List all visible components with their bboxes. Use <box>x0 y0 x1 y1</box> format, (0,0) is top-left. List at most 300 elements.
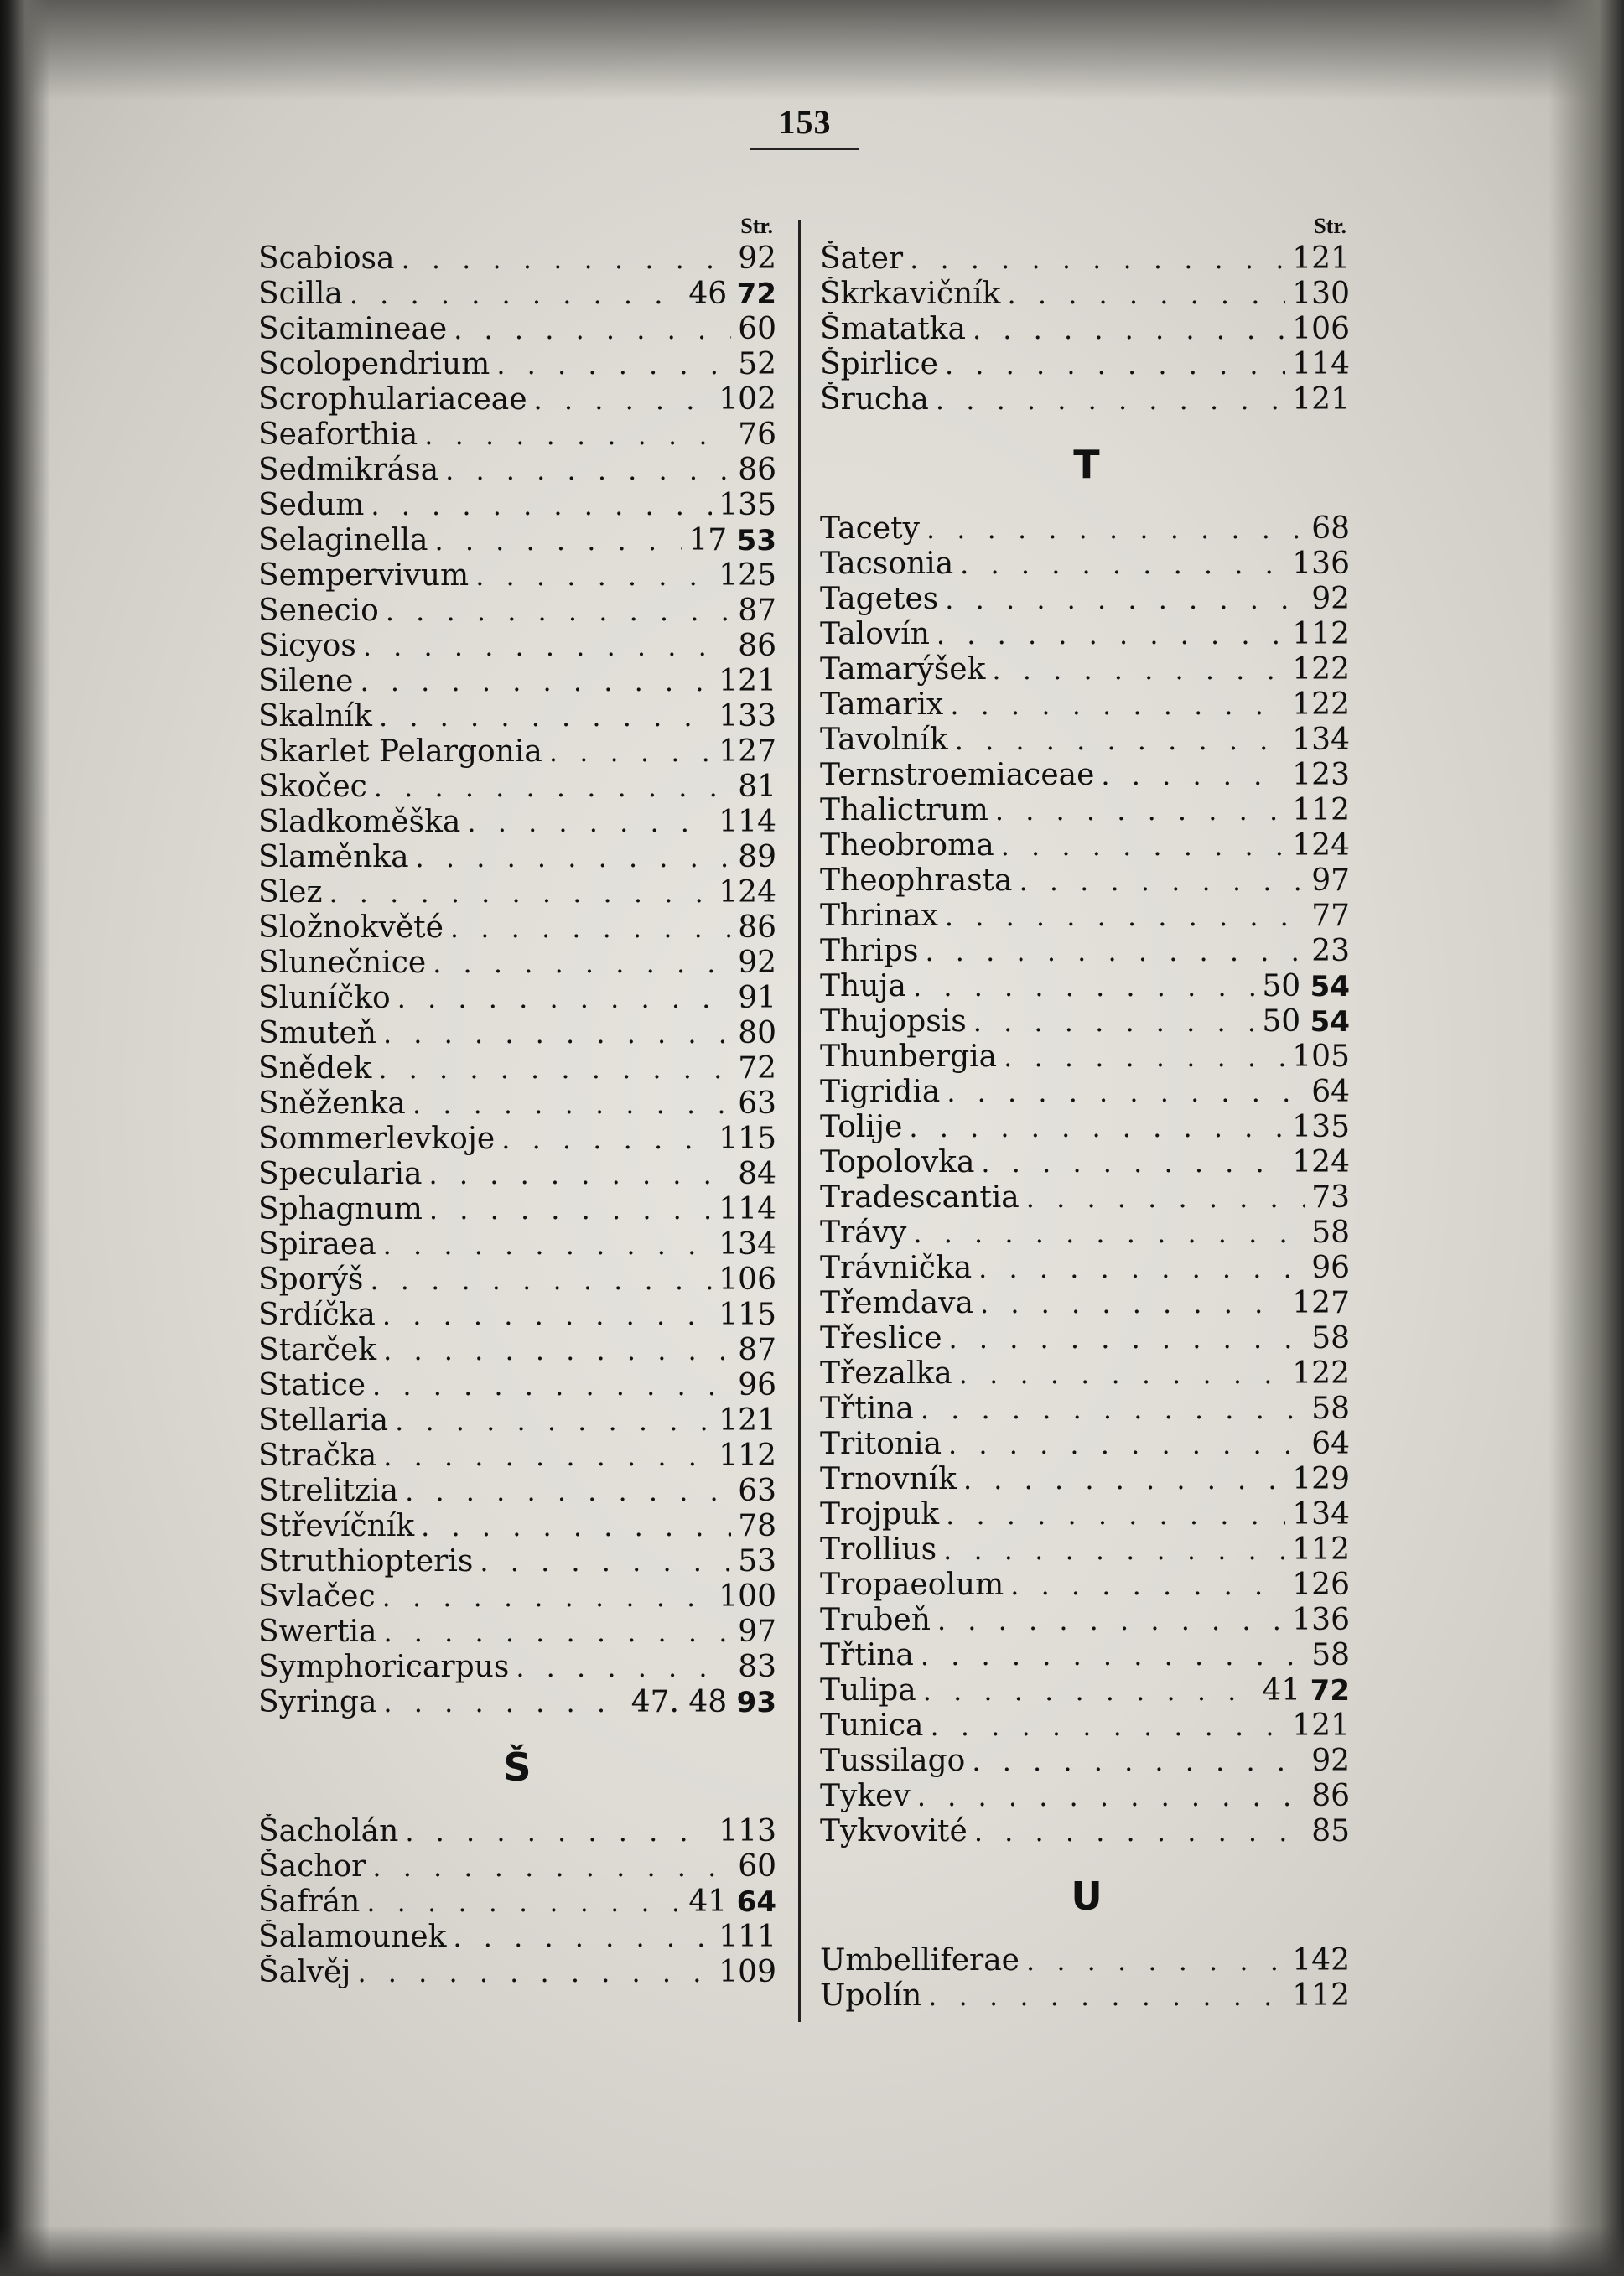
leader-dots <box>421 1509 731 1544</box>
leader-dots <box>395 1403 712 1439</box>
leader-dots <box>378 1051 731 1086</box>
page-reference <box>1292 652 1350 687</box>
page-number-ref: 73 <box>1311 1180 1350 1215</box>
page-reference <box>719 382 776 417</box>
index-entry <box>820 1497 1350 1532</box>
index-entry <box>820 934 1350 969</box>
page-reference <box>1311 1427 1350 1462</box>
left-column <box>258 211 776 1990</box>
leader-dots <box>416 840 732 875</box>
index-entry <box>258 1262 776 1298</box>
page-reference <box>719 1579 776 1615</box>
leader-dots <box>1019 863 1305 899</box>
right-u-index-list <box>820 1943 1350 2014</box>
index-entry <box>258 558 776 594</box>
index-entry <box>820 1039 1350 1075</box>
leader-dots <box>937 1603 1285 1638</box>
index-entry <box>258 1885 776 1920</box>
index-term: Sladkoměška <box>258 805 461 839</box>
page-number-ref: 105 <box>1292 1039 1350 1074</box>
page-number-ref: 124 <box>1292 1145 1350 1179</box>
index-entry <box>820 617 1350 652</box>
index-entry <box>258 1403 776 1439</box>
index-entry <box>258 1122 776 1157</box>
page-reference <box>738 312 776 347</box>
page-reference <box>738 417 776 453</box>
page-number-ref: 92 <box>738 946 776 980</box>
page-reference <box>1292 312 1350 347</box>
page-number-ref: 102 <box>719 382 776 417</box>
page-reference <box>1311 1814 1350 1849</box>
index-term: Šafrán <box>258 1885 361 1919</box>
page-number-ref: 64 <box>1311 1075 1350 1109</box>
page-reference <box>1311 582 1350 617</box>
index-term: Thunbergia <box>820 1039 998 1074</box>
leader-dots <box>913 1216 1305 1251</box>
index-term: Thrinax <box>820 899 938 933</box>
page-reference <box>719 664 776 699</box>
page-reference <box>738 1333 776 1368</box>
page-reference <box>1292 1145 1350 1180</box>
index-term: Upolín <box>820 1978 922 2013</box>
leader-dots <box>383 1615 731 1650</box>
index-term: Škrkavičník <box>820 277 1001 311</box>
page-reference <box>719 699 776 734</box>
index-term: Trávnička <box>820 1251 973 1285</box>
page-number-ref: 129 <box>1292 1462 1350 1496</box>
page-reference <box>631 1685 776 1720</box>
scan-shadow-left <box>0 0 50 2276</box>
index-entry <box>258 981 776 1016</box>
page-reference <box>1292 241 1350 277</box>
leader-dots <box>549 734 712 770</box>
page-number-ref: 134 <box>1292 1497 1350 1532</box>
page-number-ref: 121 <box>1292 1708 1350 1743</box>
index-term: Topolovka <box>820 1145 975 1179</box>
index-term: Skalník <box>258 699 372 734</box>
page-number-ref: 60 <box>738 312 776 346</box>
page-number-ref: 58 <box>1311 1216 1350 1250</box>
section-letter-sh: Š <box>503 1745 532 1790</box>
page-reference <box>738 1086 776 1122</box>
index-entry <box>258 1474 776 1509</box>
index-term: Šachor <box>258 1849 366 1884</box>
leader-dots <box>372 1368 731 1403</box>
page-number-ref: 52 <box>738 347 776 381</box>
leader-dots <box>1001 828 1286 863</box>
leader-dots <box>496 347 731 382</box>
leader-dots <box>921 1392 1305 1427</box>
index-term: Strelitzia <box>258 1474 399 1508</box>
page-reference <box>719 805 776 840</box>
page-reference <box>719 1192 776 1227</box>
index-entry <box>258 241 776 277</box>
page-reference <box>738 946 776 981</box>
leader-dots <box>383 1439 712 1474</box>
page-reference <box>738 1157 776 1192</box>
index-entry <box>820 1943 1350 1978</box>
page-number-ref: 84 <box>738 1157 776 1191</box>
index-entry <box>258 805 776 840</box>
index-term: Trollius <box>820 1532 937 1567</box>
leader-dots <box>973 312 1285 347</box>
page-reference <box>719 1814 776 1849</box>
index-term: Tykev <box>820 1779 911 1813</box>
page-reference <box>738 1368 776 1403</box>
index-entry <box>820 1708 1350 1744</box>
index-entry <box>820 241 1350 277</box>
page-number-ref: 126 <box>1292 1568 1350 1602</box>
leader-dots <box>972 1744 1305 1779</box>
leader-dots <box>1010 1568 1285 1603</box>
page-number-ref: 127 <box>719 734 776 769</box>
index-term: Statice <box>258 1368 366 1402</box>
index-entry <box>258 910 776 946</box>
page-number-ref: 135 <box>1292 1110 1350 1144</box>
left-index-list <box>258 241 776 1720</box>
index-entry <box>820 1180 1350 1216</box>
index-term: Scolopendrium <box>258 347 490 381</box>
index-entry <box>820 1110 1350 1145</box>
index-entry <box>258 312 776 347</box>
leader-dots <box>480 1544 731 1579</box>
page-reference <box>738 1615 776 1650</box>
index-entry <box>820 1779 1350 1814</box>
leader-dots <box>910 241 1285 277</box>
section-letter-u: U <box>1071 1874 1103 1919</box>
leader-dots <box>467 805 712 840</box>
index-entry <box>258 1544 776 1579</box>
page-number-ref: 23 <box>1311 934 1350 968</box>
index-term: Thrips <box>820 934 919 968</box>
leader-dots <box>1101 758 1285 793</box>
index-entry <box>258 840 776 875</box>
index-term: Scrophulariaceae <box>258 382 527 417</box>
page-number-ref: 106 <box>1292 312 1350 346</box>
page-reference <box>719 875 776 910</box>
index-entry <box>820 1603 1350 1638</box>
index-term: Slunečnice <box>258 946 427 980</box>
page-number-ref: 109 <box>719 1955 776 1989</box>
leader-dots <box>383 1227 713 1262</box>
page-number-ref: 114 <box>1292 347 1350 381</box>
index-term: Šacholán <box>258 1814 399 1848</box>
index-term: Tagetes <box>820 582 939 616</box>
leader-dots <box>980 1286 1285 1321</box>
index-entry <box>258 1509 776 1544</box>
index-entry <box>258 1579 776 1615</box>
index-term: Svlačec <box>258 1579 376 1614</box>
index-term: Špirlice <box>820 347 938 381</box>
leader-dots <box>401 241 731 277</box>
page-number-ref: 127 <box>1292 1286 1350 1320</box>
leader-dots <box>1004 1039 1285 1075</box>
index-term: Sporýš <box>258 1262 364 1297</box>
index-entry <box>258 382 776 417</box>
page-number-ref: 130 <box>1292 277 1350 311</box>
leader-dots <box>501 1122 712 1157</box>
page-reference <box>1292 828 1350 863</box>
index-term: Šalamounek <box>258 1920 447 1954</box>
illustration-page-ref: 64 <box>736 1885 776 1919</box>
page-reference <box>738 770 776 805</box>
leader-dots <box>374 770 731 805</box>
illustration-page-ref: 93 <box>736 1686 776 1719</box>
page-number-ref: 136 <box>1292 547 1350 581</box>
page-reference <box>1311 1779 1350 1814</box>
index-entry <box>258 1849 776 1885</box>
index-term: Tacety <box>820 511 920 546</box>
page-reference <box>1262 969 1350 1004</box>
index-term: Slez <box>258 875 323 910</box>
page-reference <box>1311 511 1350 547</box>
leader-dots <box>453 1920 712 1955</box>
page-number-ref: 81 <box>738 770 776 804</box>
page-reference <box>719 558 776 594</box>
page-number-ref: 121 <box>1292 382 1350 417</box>
index-entry <box>820 347 1350 382</box>
page-reference <box>1311 1392 1350 1427</box>
leader-dots <box>959 1356 1286 1392</box>
page-reference <box>1311 1744 1350 1779</box>
leader-dots <box>923 1673 1256 1708</box>
index-term: Scilla <box>258 277 343 311</box>
index-entry <box>258 417 776 453</box>
page-reference <box>719 1403 776 1439</box>
leader-dots <box>516 1650 731 1685</box>
index-entry <box>258 664 776 699</box>
page-number-ref: 96 <box>1311 1251 1350 1285</box>
page-number-ref: 86 <box>1311 1779 1350 1813</box>
index-entry <box>258 1439 776 1474</box>
leader-dots <box>931 1708 1286 1744</box>
leader-dots <box>454 312 731 347</box>
leader-dots <box>949 1321 1305 1356</box>
leader-dots <box>450 910 731 946</box>
leader-dots <box>350 277 682 312</box>
page-number-ref: 92 <box>1311 582 1350 616</box>
index-entry <box>820 1427 1350 1462</box>
page-number-ref: 87 <box>738 1333 776 1367</box>
index-entry <box>258 770 776 805</box>
leader-dots <box>382 1298 712 1333</box>
leader-dots <box>386 594 731 629</box>
leader-dots <box>363 629 731 664</box>
index-term: Senecio <box>258 594 379 628</box>
page-reference <box>738 1544 776 1579</box>
page-reference <box>1292 547 1350 582</box>
index-term: Spiraea <box>258 1227 376 1262</box>
index-entry <box>820 863 1350 899</box>
illustration-page-ref: 54 <box>1310 970 1350 1003</box>
page-reference <box>688 277 776 312</box>
index-entry <box>820 793 1350 828</box>
index-entry <box>820 1356 1350 1392</box>
leader-dots <box>917 1779 1305 1814</box>
index-entry <box>258 1192 776 1227</box>
page-number-ref: 60 <box>738 1849 776 1884</box>
page-reference <box>738 1509 776 1544</box>
index-term: Talovín <box>820 617 930 651</box>
page-number-ref: 89 <box>738 840 776 874</box>
leader-dots <box>945 582 1305 617</box>
page-number-ref: 121 <box>719 664 776 698</box>
page-reference <box>1262 1004 1350 1039</box>
illustration-page-ref: 72 <box>736 277 776 311</box>
page-reference <box>719 1298 776 1333</box>
index-entry <box>258 1814 776 1849</box>
index-entry <box>258 1227 776 1262</box>
index-entry <box>820 899 1350 934</box>
index-entry <box>820 652 1350 687</box>
page-number-ref: 113 <box>719 1814 776 1848</box>
index-term: Složnokvěté <box>258 910 444 945</box>
page-number-ref: 53 <box>738 1544 776 1579</box>
index-term: Skočec <box>258 770 367 804</box>
leader-dots <box>429 1192 712 1227</box>
page-number-ref: 64 <box>1311 1427 1350 1461</box>
leader-dots <box>925 934 1305 969</box>
page-number-ref: 134 <box>719 1227 776 1262</box>
right-column-page-header: Str. <box>1314 214 1346 238</box>
leader-dots <box>1026 1943 1285 1978</box>
index-entry <box>820 828 1350 863</box>
page-number-ref: 41 <box>1262 1673 1301 1708</box>
page-reference <box>738 840 776 875</box>
leader-dots <box>955 723 1286 758</box>
column-divider <box>798 220 801 2022</box>
page-reference <box>719 1122 776 1157</box>
page-reference <box>1292 1462 1350 1497</box>
page-number-ref: 112 <box>1292 1532 1350 1567</box>
leader-dots <box>948 1427 1305 1462</box>
index-entry <box>820 511 1350 547</box>
index-term: Scabiosa <box>258 241 395 276</box>
index-entry <box>820 1392 1350 1427</box>
page-reference <box>738 1650 776 1685</box>
index-term: Struthiopteris <box>258 1544 474 1579</box>
page-reference <box>1292 1978 1350 2014</box>
index-entry <box>820 723 1350 758</box>
page-reference <box>1311 1216 1350 1251</box>
index-entry <box>258 1051 776 1086</box>
index-entry <box>258 277 776 312</box>
index-term: Ternstroemiaceae <box>820 758 1095 792</box>
index-term: Trávy <box>820 1216 907 1250</box>
page-reference <box>1311 899 1350 934</box>
index-entry <box>820 758 1350 793</box>
page-reference <box>1292 1497 1350 1532</box>
index-term: Tykvovité <box>820 1814 968 1848</box>
leader-dots <box>434 523 682 558</box>
index-entry <box>258 523 776 558</box>
page-reference <box>1292 1110 1350 1145</box>
left-sh-index-list <box>258 1814 776 1990</box>
index-entry <box>820 1532 1350 1568</box>
leader-dots <box>534 382 713 417</box>
index-term: Selaginella <box>258 523 428 557</box>
page-number-ref: 58 <box>1311 1321 1350 1356</box>
index-entry <box>820 1568 1350 1603</box>
page-number-ref: 134 <box>1292 723 1350 757</box>
leader-dots <box>943 1532 1285 1568</box>
index-entry <box>820 1638 1350 1673</box>
page-reference <box>1262 1673 1350 1708</box>
index-term: Trubeň <box>820 1603 931 1637</box>
page-number-ref: 50 <box>1262 1004 1301 1039</box>
page-reference <box>738 1016 776 1051</box>
right-column <box>820 211 1350 2014</box>
leader-dots <box>936 382 1285 417</box>
index-entry <box>820 1251 1350 1286</box>
page-number-ref: 106 <box>719 1262 776 1297</box>
page-reference <box>1292 1568 1350 1603</box>
index-term: Symphoricarpus <box>258 1650 510 1684</box>
index-term: Srdíčka <box>258 1298 376 1332</box>
index-term: Thujopsis <box>820 1004 967 1039</box>
page-number-ref: 135 <box>719 488 776 522</box>
index-entry <box>820 547 1350 582</box>
illustration-page-ref: 53 <box>736 524 776 557</box>
page-number-ref: 68 <box>1311 511 1350 546</box>
leader-dots <box>963 1462 1285 1497</box>
page-reference <box>719 1262 776 1298</box>
page-reference <box>1292 1708 1350 1744</box>
page-number-ref: 86 <box>738 910 776 945</box>
index-term: Seaforthia <box>258 417 418 452</box>
page-reference <box>1292 1603 1350 1638</box>
page-number-ref: 76 <box>738 417 776 452</box>
leader-dots <box>412 1086 731 1122</box>
leader-dots <box>945 347 1285 382</box>
page-reference <box>738 347 776 382</box>
page-reference <box>719 488 776 523</box>
page-reference <box>1292 1286 1350 1321</box>
page-number-ref: 87 <box>738 594 776 628</box>
index-term: Tradescantia <box>820 1180 1020 1215</box>
page-reference <box>1292 758 1350 793</box>
leader-dots <box>913 969 1255 1004</box>
index-term: Tolije <box>820 1110 903 1144</box>
leader-dots <box>366 1885 682 1920</box>
index-term: Specularia <box>258 1157 423 1191</box>
index-entry <box>258 1157 776 1192</box>
index-entry <box>820 1075 1350 1110</box>
page-number: 153 <box>778 103 832 141</box>
page-number-ref: 46 <box>688 277 728 311</box>
page-reference <box>1292 1943 1350 1978</box>
index-term: Tacsonia <box>820 547 954 581</box>
page-number-ref: 83 <box>738 1650 776 1684</box>
page-reference <box>738 629 776 664</box>
right-sh-index-list <box>820 241 1350 417</box>
index-entry <box>820 582 1350 617</box>
index-term: Trojpuk <box>820 1497 940 1532</box>
leader-dots <box>978 1251 1305 1286</box>
page-number-ref: 111 <box>719 1920 776 1954</box>
illustration-page-ref: 72 <box>1310 1674 1350 1708</box>
index-term: Stračka <box>258 1439 377 1473</box>
page-reference <box>719 1227 776 1262</box>
page-number-ref: 85 <box>1311 1814 1350 1848</box>
leader-dots <box>1008 277 1286 312</box>
index-entry <box>258 1298 776 1333</box>
index-entry <box>258 875 776 910</box>
leader-dots <box>921 1638 1305 1673</box>
page-reference <box>1292 617 1350 652</box>
index-entry <box>258 1086 776 1122</box>
leader-dots <box>379 699 712 734</box>
